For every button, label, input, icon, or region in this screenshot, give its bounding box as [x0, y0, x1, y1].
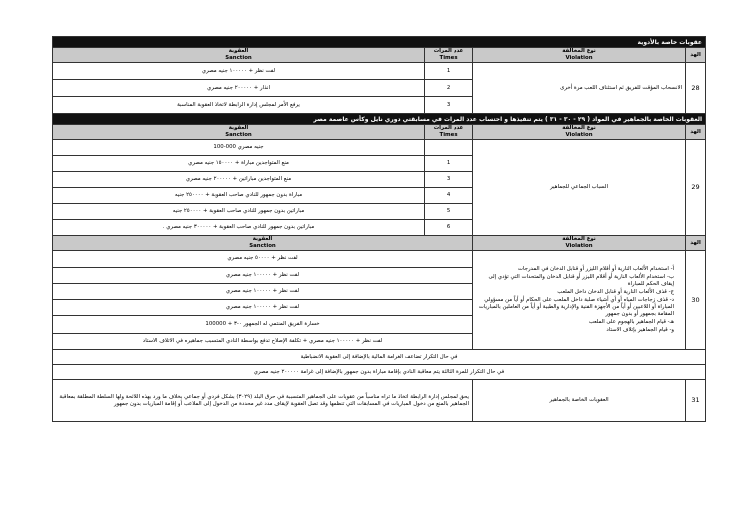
section-title-fans: العقوبات الخاصة بالجماهير في المواد ( ٢٩ - ٣٠ - ٣١ ) يتم تنفيذها و احتساب عدد المرات في مسابقتي دوري نايل وكأس عاصمة مصر: [53, 114, 706, 125]
violation-text: السباب الجماعي للجماهير: [473, 140, 686, 236]
violation-text: العقوبات الخاصة بالجماهير: [473, 380, 686, 422]
list-item: ج- قذف الألعاب النارية أو قنابل الدخان داخل الملعب: [557, 289, 675, 295]
sanction-subtable: [53, 251, 472, 349]
table-row: [53, 350, 706, 365]
sanction-cell: لفت نظر + ١٠٠٠٠٠ جنيه مصري: [53, 267, 472, 283]
row-number: 30: [686, 251, 706, 350]
sanction-cell: لفت نظر + ٥٠٠٠٠ جنيه مصري: [53, 251, 472, 267]
times-cell: 6: [425, 220, 473, 236]
sanction-cell: لفت نظر + ١٠٠٠٠٠ جنيه مصري: [53, 63, 425, 80]
sanction-cell: لفت نظر + ١٠٠٠٠٠ جنيه مصري: [53, 299, 472, 315]
row-number: 29: [686, 140, 706, 236]
column-header-row: [53, 125, 706, 140]
times-cell: 1: [425, 156, 473, 172]
row-number: 31: [686, 380, 706, 422]
column-header-row: [53, 236, 706, 251]
times-cell: 3: [425, 97, 473, 114]
section-title-28: عقوبات خاصة بالأدوية: [53, 37, 706, 48]
sanction-cell: مباراة بدون جمهور للنادي صاحب العقوبة + ٢٥٠٠٠٠ جنيه: [53, 188, 425, 204]
sanction-cell: انذار + ٢٠٠٠٠٠ جنيه مصري: [53, 80, 425, 97]
sanction-cell: منع المتواجدين مباراتين + ٢٠٠٠٠٠ جنيه مصري: [53, 172, 425, 188]
times-cell: 5: [425, 204, 473, 220]
column-header-row: [53, 48, 706, 63]
sanction-header: العقوبة Sanction: [53, 236, 473, 251]
regulations-page: [52, 36, 705, 422]
times-cell: 4: [425, 188, 473, 204]
sanction-cell: مباراتين بدون جمهور للنادي صاحب العقوبة + ٣٠٠٠٠٠ جنيه مصري .: [53, 220, 425, 236]
violation-list-cell: [473, 251, 686, 350]
sanction-cell: منع المتواجدين مباراة + ١٥٠٠٠٠ جنيه مصري: [53, 156, 425, 172]
sanction-header: العقوبة Sanction: [53, 48, 425, 63]
times-cell: [425, 140, 473, 156]
no-header: الهد: [686, 48, 706, 63]
violation-header: نوع المخالفة Violation: [473, 125, 686, 140]
sanction-cell: خسارة الفريق المنتمي له الجمهور ٠-٣ + 100000: [53, 315, 472, 333]
list-item: ب- استخدام الألعاب النارية أو أقلام الليزر أو قنابل الدخان والمتحدات التي تؤدي إلى إيقاف الحكم للمباراة: [488, 274, 675, 287]
sanction-cell: يحق لمجلس إدارة الرابطة اتخاذ ما تراه مناسباً من عقوبات على الجماهير المتسببة في حرق البلد (٣٠٢٩) بشكل فردي أو جماعي بخلاف ما ورد بهذه اللائحة ولها السلطة المطلقة بمعاقبة الجماهير بالمنع من دخول المباريات في المسابقات التي تنظمها وقد تصل العقوبة لإيقاف مدد غير محددة من الدخول إلى الملاعب أو إقامة المباريات بدون جمهور: [53, 380, 473, 422]
no-header: الهد: [686, 236, 706, 251]
times-header: عدد المرات Times: [425, 125, 473, 140]
table-row: [53, 63, 706, 80]
sanction-cell: مباراتين بدون جمهور للنادي صاحب العقوبة + ٢٥٠٠٠٠ جنيه: [53, 204, 425, 220]
sanction-header: العقوبة Sanction: [53, 125, 425, 140]
table-row: [53, 365, 706, 380]
list-item: أ- استخدام الألعاب النارية أو أقلام الليزر أو قنابل الدخان في المدرجات: [517, 266, 675, 272]
times-cell: 1: [425, 63, 473, 80]
times-cell: 3: [425, 172, 473, 188]
note-cell: في حال التكرار للمرة الثالثة يتم معاقبة النادي بإقامة مباراة بدون جمهور بالإضافة إلى غرامة ٢٠٠٠٠٠ جنيه مصري: [53, 365, 706, 380]
row-number: 28: [686, 63, 706, 114]
sanction-cell: لفت نظر + ١٠٠٠٠٠ جنيه مصري: [53, 283, 472, 299]
no-header: الهد: [686, 125, 706, 140]
list-item: د- قذف زجاجات المياه أو أي أشياء صلبة داخل الملعب على الحكام أو أياً من مسؤولي المباراة أو اللاعبين أو أياً من الأجهزة الفنية والإدارية والطبية أو أياً من العاملين بالمباريات المقامة بجمهور أو بدون جمهور: [478, 297, 675, 317]
list-item: و- قيام الجماهير بإتلاف الاستاد: [606, 327, 675, 333]
times-header: عدد المرات Times: [425, 48, 473, 63]
table-row: [53, 140, 706, 156]
violation-header: نوع المخالفة Violation: [473, 236, 686, 251]
sanction-cell: لفت نظر + ١٠٠٠٠٠ جنيه مصري + تكلفة الإصلاح تدفع بواسطة النادي المتسبب جماهيره في الاتلاف الاستاد: [142, 337, 383, 344]
list-item: هـ- قيام الجماهير بالهجوم على الملعب: [588, 319, 675, 325]
note-cell: في حال التكرار تضاعف الغرامة المالية بالإضافة إلى العقوبة الانضباطية: [53, 350, 706, 365]
sanction-cell: يرفع الأمر لمجلس إدارة الرابطة لاتخاذ العقوبة المناسبة: [53, 97, 425, 114]
table-row: [53, 251, 706, 350]
sanction-list-cell: [53, 251, 473, 350]
violation-text: الانسحاب المؤقت للفريق ثم استئناف اللعب مرة أخرى: [473, 63, 686, 114]
violation-header: نوع المخالفة Violation: [473, 48, 686, 63]
sanction-cell: جنيه مصري 000-100: [53, 140, 425, 156]
violation-list: [476, 266, 682, 334]
sanctions-table: [52, 36, 706, 422]
times-cell: 2: [425, 80, 473, 97]
table-row: [53, 380, 706, 422]
